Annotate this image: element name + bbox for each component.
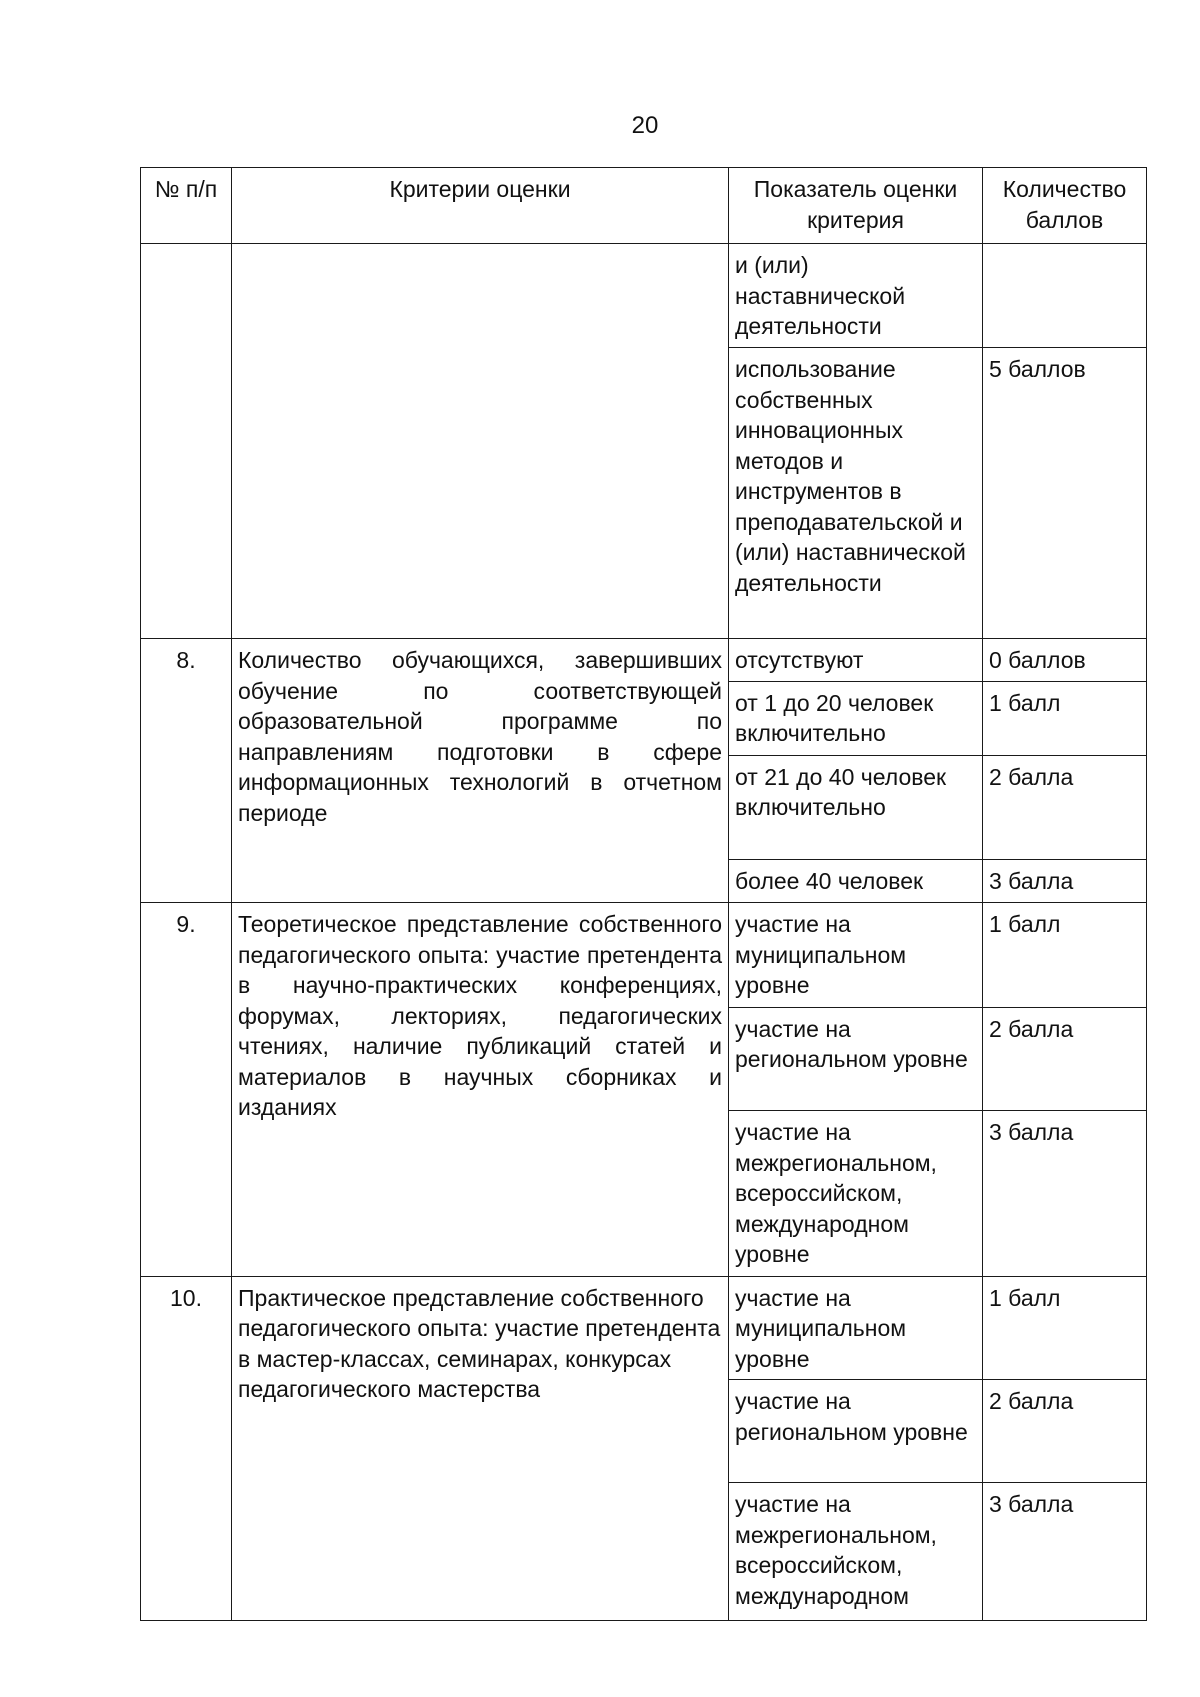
points-cell: 1 балл	[983, 1276, 1147, 1379]
row-num: 10.	[141, 1276, 232, 1620]
indicator-cell: участие на муниципальном уровне	[729, 1276, 983, 1379]
row-num-continuation	[141, 244, 232, 639]
points-cell: 3 балла	[983, 1111, 1147, 1277]
indicator-cell: отсутствуют	[729, 639, 983, 681]
points-cell: 0 баллов	[983, 639, 1147, 681]
points-cell: 3 балла	[983, 1483, 1147, 1621]
header-num: № п/п	[141, 168, 232, 244]
indicator-cell: более 40 человек	[729, 860, 983, 903]
indicator-cell: и (или) наставнической деятельности	[729, 244, 983, 348]
indicator-cell: участие на региональном уровне	[729, 1380, 983, 1483]
header-criteria: Критерии оценки	[232, 168, 729, 244]
indicator-cell: участие на муниципальном уровне	[729, 903, 983, 1007]
row-criteria: Количество обучающихся, завершивших обучение по соответствующей образовательной программе по направлениям подготовки в сфере информационных технологий в отчетном периоде	[232, 639, 729, 903]
header-points: Количество баллов	[983, 168, 1147, 244]
points-cell: 1 балл	[983, 681, 1147, 755]
points-cell	[983, 244, 1147, 348]
indicator-cell: от 1 до 20 человек включительно	[729, 681, 983, 755]
indicator-cell: участие на межрегиональном, всероссийском, международном уровне	[729, 1111, 983, 1277]
table-row	[141, 244, 1147, 348]
points-cell: 2 балла	[983, 1380, 1147, 1483]
header-indicator: Показатель оценки критерия	[729, 168, 983, 244]
page-number: 20	[631, 112, 659, 139]
indicator-cell: использование собственных инновационных методов и инструментов в преподавательской и (или) наставнической деятельности	[729, 348, 983, 639]
points-cell: 2 балла	[983, 755, 1147, 859]
points-cell: 1 балл	[983, 903, 1147, 1007]
row-criteria: Теоретическое представление собственного педагогического опыта: участие претендента в научно-практических конференциях, форумах, лекториях, педагогических чтениях, наличие публикаций статей и материалов в научных сборниках и изданиях	[232, 903, 729, 1276]
criteria-table	[140, 167, 1147, 1621]
row-num: 8.	[141, 639, 232, 903]
indicator-cell: участие на региональном уровне	[729, 1007, 983, 1110]
indicator-cell: участие на межрегиональном, всероссийском, международном	[729, 1483, 983, 1621]
table-header-row	[141, 168, 1147, 244]
row-criteria: Практическое представление собственного педагогического опыта: участие претендента в мастер-классах, семинарах, конкурсах педагогического мастерства	[232, 1276, 729, 1620]
points-cell: 3 балла	[983, 860, 1147, 903]
points-cell: 2 балла	[983, 1007, 1147, 1110]
points-cell: 5 баллов	[983, 348, 1147, 639]
table-row	[141, 1276, 1147, 1379]
table-row	[141, 639, 1147, 681]
table-row	[141, 903, 1147, 1007]
indicator-cell: от 21 до 40 человек включительно	[729, 755, 983, 859]
row-criteria-continuation	[232, 244, 729, 639]
row-num: 9.	[141, 903, 232, 1276]
